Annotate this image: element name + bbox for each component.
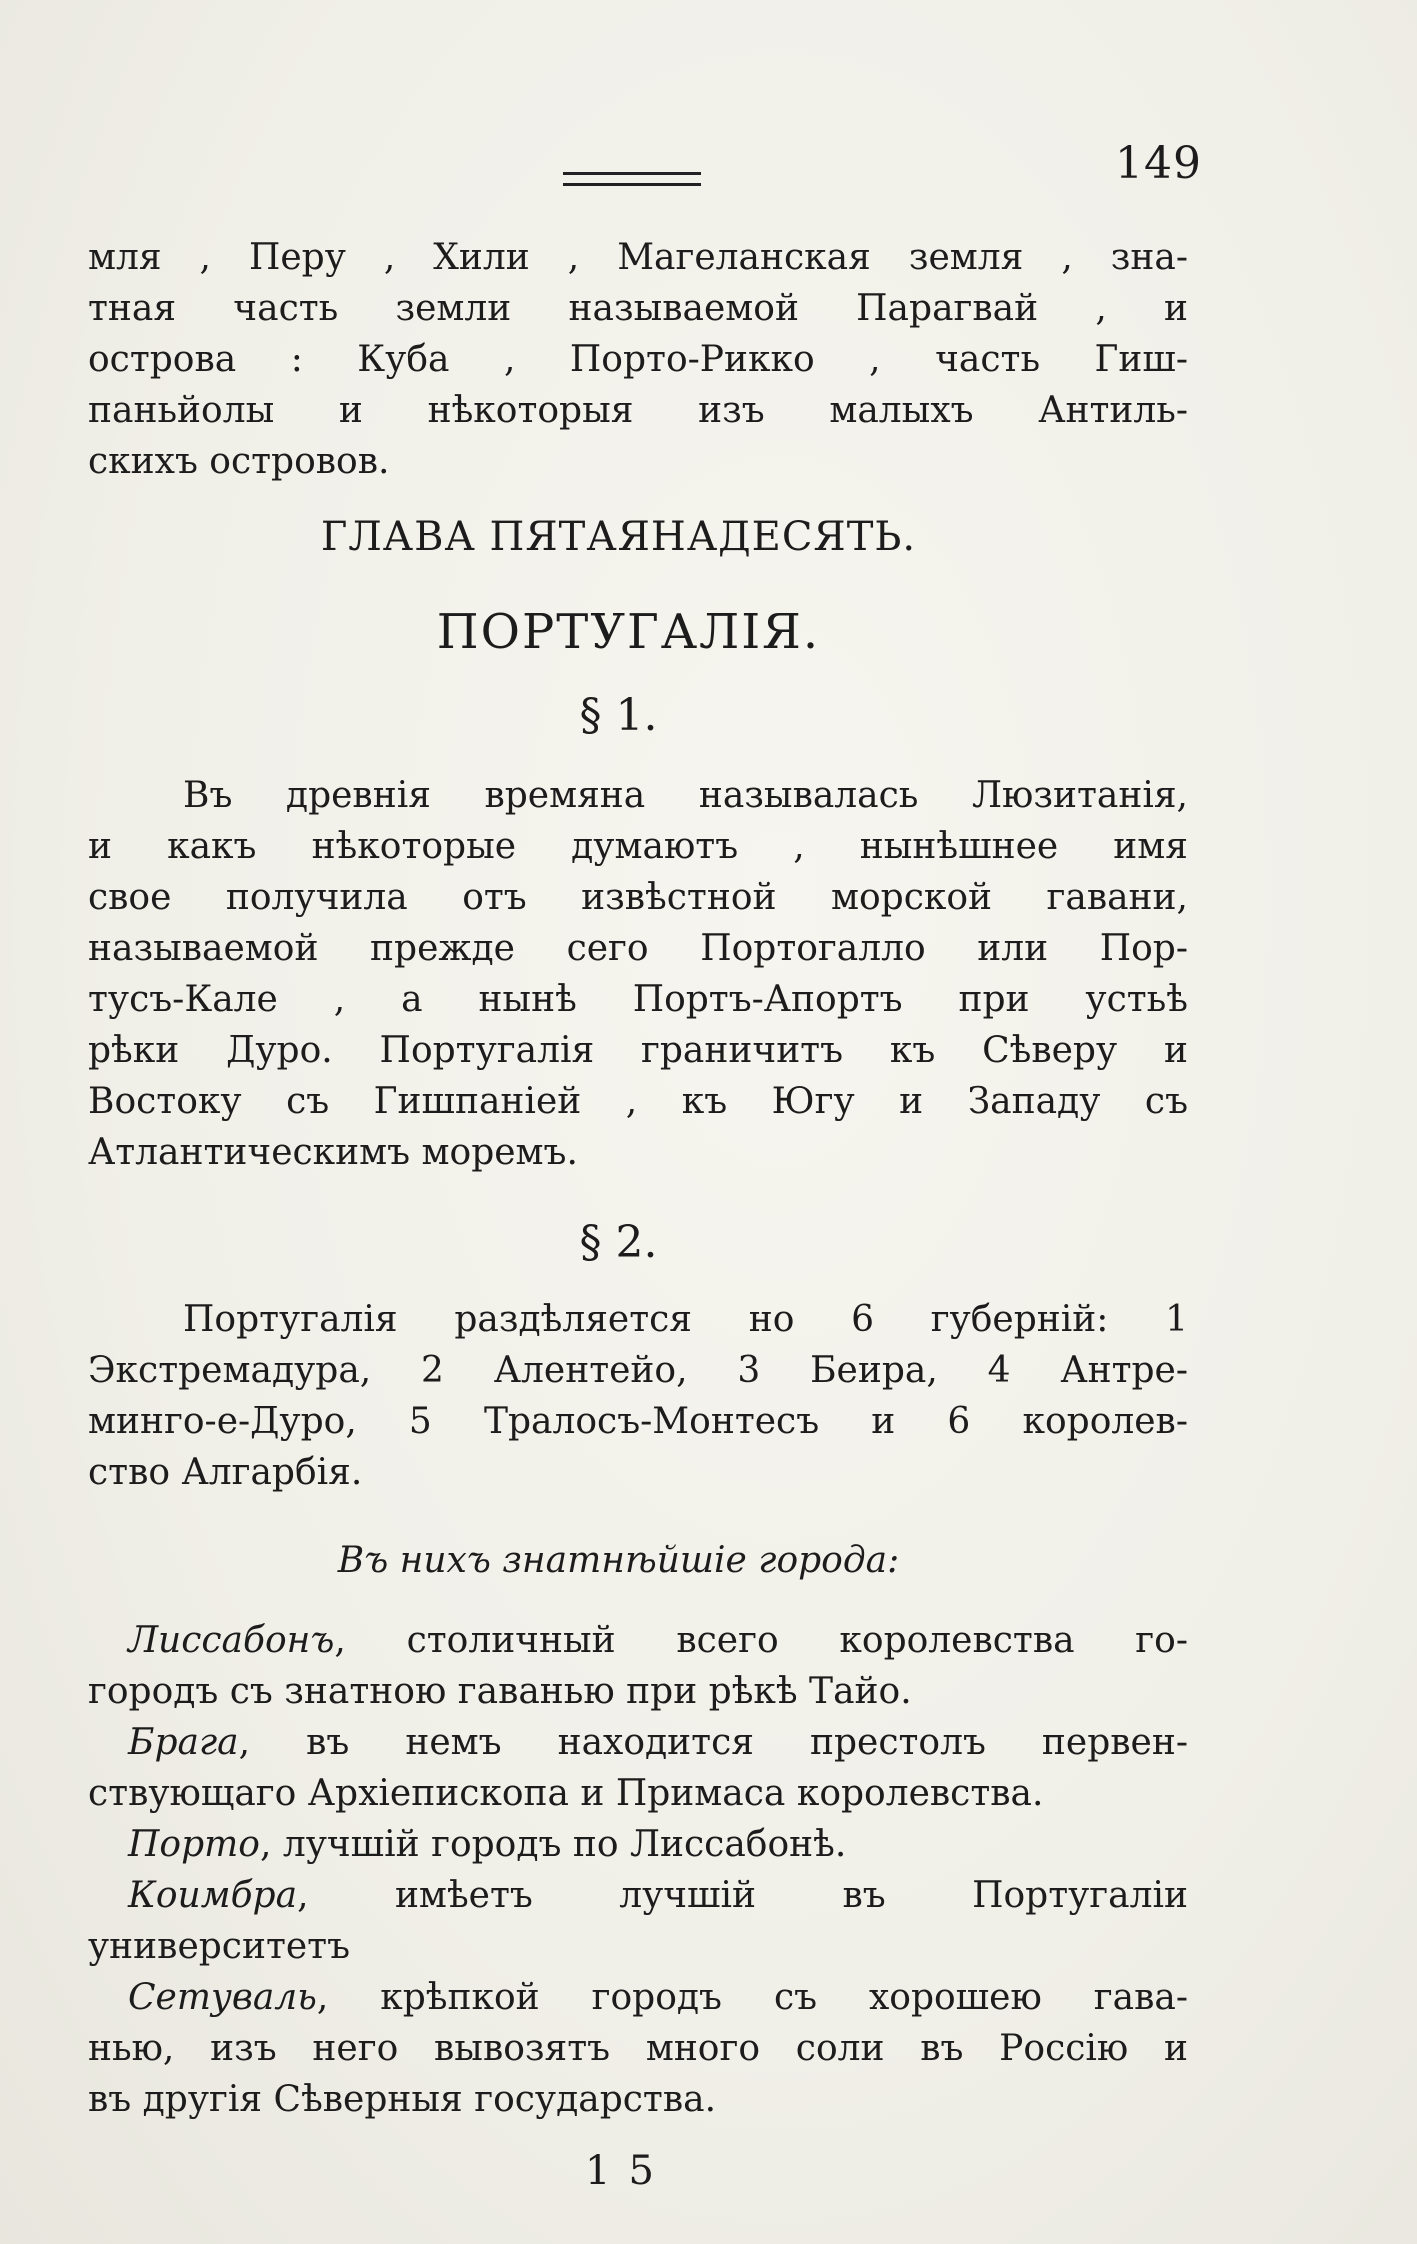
paragraph-1 — [88, 770, 1188, 1178]
text-line: Востоку съ Гишпаніей , къ Югу и Западу съ — [88, 1081, 1188, 1122]
city-line — [88, 1972, 1188, 2023]
city-description: , лучшій городъ по Лиссабонѣ. — [259, 1824, 847, 1865]
city-description: , въ немъ находится престолъ первен- — [238, 1722, 1188, 1763]
paragraph-mark-1: § 1. — [579, 690, 658, 741]
text-line: скихъ островов. — [88, 441, 390, 482]
text-line: рѣки Дуро. Португалія граничитъ къ Сѣверу и — [88, 1030, 1188, 1071]
city-line: ствующаго Архіепископа и Примаса королевства. — [88, 1773, 1044, 1814]
text-line: ство Алгарбія. — [88, 1452, 363, 1493]
city-line: въ другія Сѣверныя государства. — [88, 2079, 717, 2120]
city-line — [88, 1819, 1188, 1870]
opening-text — [88, 232, 1188, 487]
paragraph-2 — [88, 1294, 1188, 1498]
page-number: 149 — [1115, 138, 1202, 189]
text-line: паньйолы и нѣкоторыя изъ малыхъ Антиль- — [88, 390, 1188, 431]
text-line: Атлантическимъ моремъ. — [88, 1132, 578, 1173]
text-line: свое получила отъ извѣстной морской гавани, — [88, 877, 1188, 918]
text-line: минго-е-Дуро, 5 Тралосъ-Монтесъ и 6 королев- — [88, 1401, 1188, 1442]
city-description: , столичный всего королевства го- — [334, 1620, 1188, 1661]
city-name: Коимбра — [128, 1875, 298, 1916]
city-description: , крѣпкой городъ съ хорошею гава- — [316, 1977, 1188, 2018]
text-line: Экстремадура, 2 Алентейо, 3 Беира, 4 Антре- — [88, 1350, 1188, 1391]
city-name: Порто — [128, 1824, 260, 1865]
chapter-title: ГЛАВА ПЯТАЯНАДЕСЯТЬ. — [320, 514, 917, 560]
city-line: городъ съ знатною гаванью при рѣкѣ Тайо. — [88, 1671, 912, 1712]
text-line: тная часть земли называемой Парагвай , и — [88, 288, 1188, 329]
text-line: Въ древнія времяна называлась Люзитанія, — [183, 775, 1188, 816]
signature-mark: 15 — [585, 2148, 672, 2194]
paragraph-mark-2: § 2. — [579, 1217, 658, 1268]
city-name: Сетуваль — [128, 1977, 317, 2018]
city-line — [88, 1870, 1188, 1921]
header-rule — [563, 172, 701, 186]
city-line: нью, изъ него вывозятъ много соли въ Россію и — [88, 2028, 1188, 2069]
cities-heading: Въ нихъ знатнѣйшіе города: — [337, 1540, 900, 1581]
cities-list — [88, 1615, 1188, 2125]
city-line: университетъ — [88, 1926, 350, 1967]
section-title: ПОРТУГАЛІЯ. — [436, 604, 821, 660]
city-line — [88, 1717, 1188, 1768]
text-line: Португалія раздѣляется но 6 губерній: 1 — [183, 1299, 1188, 1340]
text-line: и какъ нѣкоторые думаютъ , нынѣшнее имя — [88, 826, 1188, 867]
text-line: мля , Перу , Хили , Магеланская земля , зна- — [88, 237, 1188, 278]
city-line — [88, 1615, 1188, 1666]
city-name: Лиссабонъ — [128, 1620, 335, 1661]
text-line: называемой прежде сего Портогалло или Пор- — [88, 928, 1188, 969]
city-name: Брага — [128, 1722, 239, 1763]
text-line: острова : Куба , Порто-Рикко , часть Гиш- — [88, 339, 1188, 380]
city-description: , имѣетъ лучшій въ Португаліи — [297, 1875, 1188, 1916]
text-line: тусъ-Кале , а нынѣ Портъ-Апортъ при устьѣ — [88, 979, 1188, 1020]
